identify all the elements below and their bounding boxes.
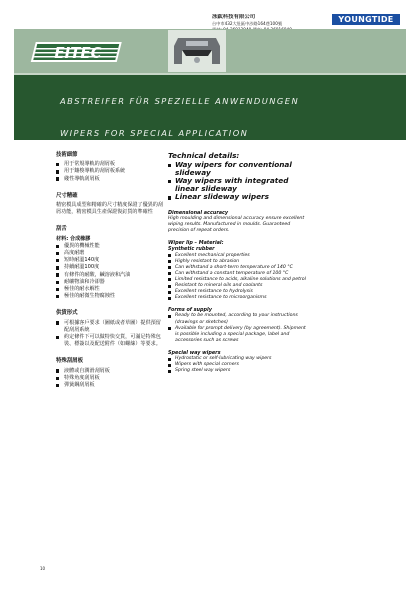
section-heading: Wiper lip – Material: — [168, 240, 224, 247]
section-heading: Forms of supply — [168, 307, 212, 314]
svg-text:EITEC: EITEC — [54, 44, 102, 62]
wiper-photo — [168, 30, 226, 72]
page-number: 10 — [40, 566, 46, 571]
list-item: 彈簧鋼刮屑板 — [56, 382, 164, 389]
banner-title-de: ABSTREIFER FÜR SPEZIELLE ANWENDUNGEN — [60, 96, 300, 106]
tech-section — [56, 152, 164, 183]
list-item: 可根據客戶要求（圖紙或者草圖）提供預留配刮屑系統 — [56, 320, 164, 334]
list-item: Way wipers for conventional slideway — [168, 161, 308, 177]
supply-section — [56, 310, 164, 348]
section-heading: Special way wipers — [168, 349, 221, 356]
list-item: Linear slideway wipers — [168, 193, 308, 201]
list-item: Hydrostatic or self-lubricating way wipers — [168, 356, 308, 362]
list-item: 持續耐溫100度 — [56, 264, 164, 271]
list-item: 極佳的耐水解性 — [56, 286, 164, 293]
english-column — [168, 152, 308, 380]
list-item: Resistant to mineral oils and coolants — [168, 283, 308, 289]
list-item: Spring steel way wipers — [168, 368, 308, 374]
material-section — [56, 226, 164, 300]
technical-list — [168, 161, 308, 202]
list-item: 綫性導軌刮屑板 — [56, 176, 164, 183]
banner-title-en: WIPERS FOR SPECIAL APPLICATION — [60, 128, 249, 138]
list-item: Highly resistant to abrasion — [168, 259, 308, 265]
list-item: 短時耐溫140度 — [56, 257, 164, 264]
list-item: 優異的機械性能 — [56, 243, 164, 250]
list-item: 特殊角度刮屑板 — [56, 375, 164, 382]
list-item: Available for prompt delivery (by agreement). Shipment is possible including a special package, label and accessories such as screws — [168, 326, 308, 344]
list-item: Excellent mechanical properties — [168, 253, 308, 259]
special-section — [56, 358, 164, 389]
company-name: 泳鈦科技有限公司 — [212, 14, 256, 20]
list-item: 液體或自潤滑刮屑板 — [56, 368, 164, 375]
chinese-column — [56, 152, 164, 399]
eitec-logo — [28, 41, 132, 63]
material-section — [168, 240, 308, 301]
supply-section — [168, 307, 308, 344]
list-item: Can withstand a short-term temperature of 140 °C — [168, 265, 308, 271]
contact-line: 台中市432大肚區中沙路164巷100號 — [212, 21, 283, 26]
banner-divider — [14, 73, 406, 75]
list-item: Can withstand a constant temperature of 100 °C — [168, 271, 308, 277]
special-section — [168, 350, 308, 374]
list-item: Wipers with special corners — [168, 362, 308, 368]
dimension-section — [168, 210, 308, 234]
section-heading: 供貨形式 — [56, 310, 78, 317]
section-heading: 特殊刮屑板 — [56, 358, 83, 365]
list-item: 約定條件下可以做特快交貨，可滿足特殊包裝、標簽以及配送附件（如螺絲）等要求。 — [56, 334, 164, 348]
list-item: 高度耐磨 — [56, 250, 164, 257]
list-item: 耐礦物油和冷卻器 — [56, 279, 164, 286]
technical-heading: Technical details: — [168, 151, 240, 160]
list-item: 用于鑲梭導軌的刮屑板系統 — [56, 168, 164, 175]
section-heading: Dimensional accuracy — [168, 209, 229, 216]
size-section — [56, 193, 164, 217]
banner — [14, 29, 406, 140]
section-text: 精密模具成型和精確的尺寸精度保證了優異的刮屑功能，精密模具生產保證復釘貨的準確性 — [56, 202, 163, 216]
list-item: Ready to be mounted, according to your instructions (drawings or sketches) — [168, 313, 308, 325]
list-item: 用于常規導軌的刮屑板 — [56, 161, 164, 168]
section-subheading: Synthetic rubber — [168, 246, 215, 253]
section-subheading: 材料: 合成橡膠 — [56, 235, 91, 242]
list-item: 極佳的耐微生物腐蝕性 — [56, 293, 164, 300]
brand-logo: YOUNGTIDE — [332, 14, 400, 25]
list-item: Limited resistance to acids, alkaline solutions and petrol — [168, 277, 308, 283]
list-item: Excellent resistance to microorganisms — [168, 295, 308, 301]
section-text: High moulding and dimensional accuracy ensure excellent wiping results. Manufactured in moulds. Guaranteed precision of repeat orders. — [168, 215, 305, 233]
section-heading: 技術細節 — [56, 152, 78, 158]
section-heading: 尺寸精確 — [56, 192, 78, 199]
list-item: 有條件的耐酸，鹹溶液和汽油 — [56, 272, 164, 279]
section-heading: 刮舌 — [56, 226, 67, 233]
list-item: Way wipers with integrated linear slideway — [168, 177, 308, 193]
list-item: Excellent resistance to hydrolysis — [168, 289, 308, 295]
